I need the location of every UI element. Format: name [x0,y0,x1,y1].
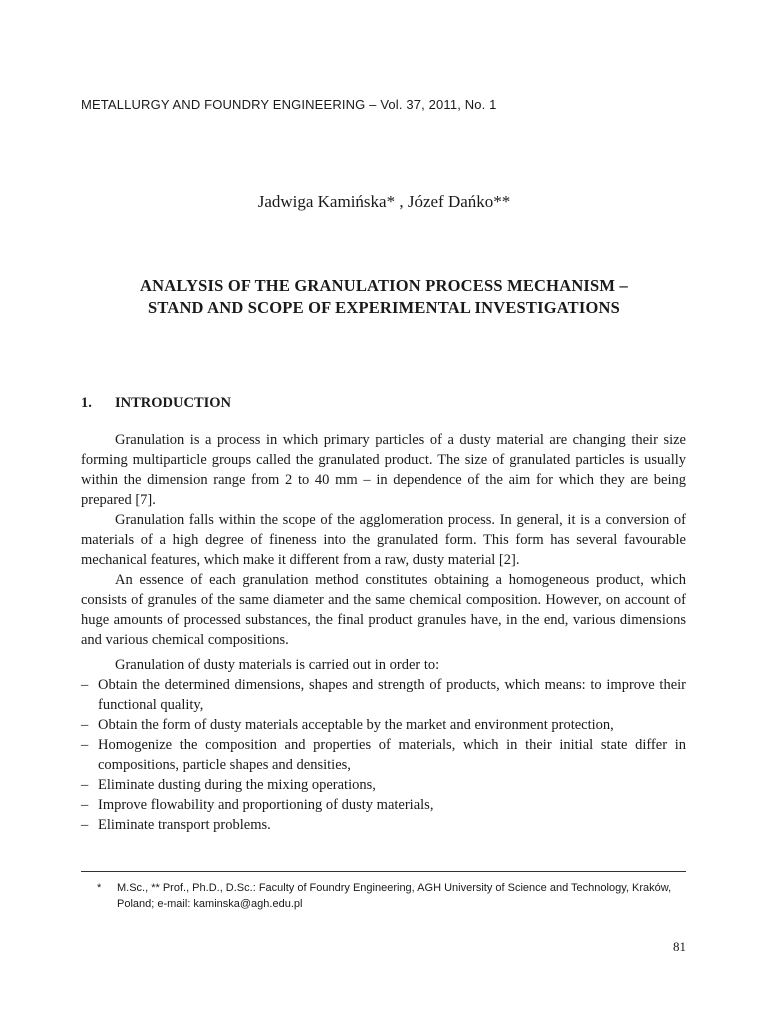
list-item [81,715,686,735]
title-line-2: STAND AND SCOPE OF EXPERIMENTAL INVESTIGATIONS [147,298,621,317]
paragraph-1: Granulation is a process in which primary particles of a dusty material are changing their size forming multiparticle groups called the granulated product. The size of granulated particles is usually within the dimension range from 2 to 40 mm – in dependence of the aim for which they are being prepared [7]. [81,432,686,508]
footnote [81,880,686,912]
list-dash: – [81,677,89,693]
list-dash: – [81,817,89,833]
list-item [81,675,686,715]
page-number: 81 [673,939,686,954]
title-line-1: ANALYSIS OF THE GRANULATION PROCESS MECHANISM – [140,276,628,295]
section-heading [81,395,231,412]
objectives-list [81,675,686,835]
footnote-divider [81,871,686,872]
paragraph-4: Granulation of dusty materials is carried out in order to: [115,657,440,673]
list-item-text: Obtain the determined dimensions, shapes and strength of products, which means: to improve their functional quality, [98,677,686,713]
list-dash: – [81,737,89,753]
list-item [81,815,686,835]
footnote-text: M.Sc., ** Prof., Ph.D., D.Sc.: Faculty of Foundry Engineering, AGH University of Science and Technology, Kraków, Poland; e-mail: kaminska@agh.edu.pl [117,882,672,910]
paper-title [60,275,708,319]
list-item-text: Homogenize the composition and properties of materials, which in their initial state differ in compositions, particle shapes and densities, [98,737,686,773]
section-title: INTRODUCTION [115,395,232,411]
section-number: 1. [81,395,92,411]
list-item [81,795,686,815]
list-item [81,735,686,775]
footnote-mark: * [97,882,102,894]
body-text [81,430,686,835]
journal-header: METALLURGY AND FOUNDRY ENGINEERING – Vol. 37, 2011, No. 1 [81,97,497,112]
list-item-text: Eliminate transport problems. [98,817,271,833]
list-item-text: Eliminate dusting during the mixing operations, [98,777,376,793]
authors-line: Jadwiga Kamińska* , Józef Dańko** [257,192,511,211]
paragraph-3: An essence of each granulation method constitutes obtaining a homogeneous product, which consists of granules of the same diameter and the same chemical composition. However, on account of huge amounts of processed substances, the final product granules have, in the end, various dimensions and various chemical compositions. [81,572,686,648]
list-dash: – [81,777,89,793]
list-item [81,775,686,795]
paragraph-2: Granulation falls within the scope of the agglomeration process. In general, it is a conversion of materials of a high degree of fineness into the granulated form. This form has several favourable mechanical features, which make it different from a raw, dusty material [2]. [81,512,686,568]
list-dash: – [81,797,89,813]
list-item-text: Improve flowability and proportioning of dusty materials, [98,797,434,813]
list-item-text: Obtain the form of dusty materials acceptable by the market and environment protection, [98,717,614,733]
list-dash: – [81,717,89,733]
